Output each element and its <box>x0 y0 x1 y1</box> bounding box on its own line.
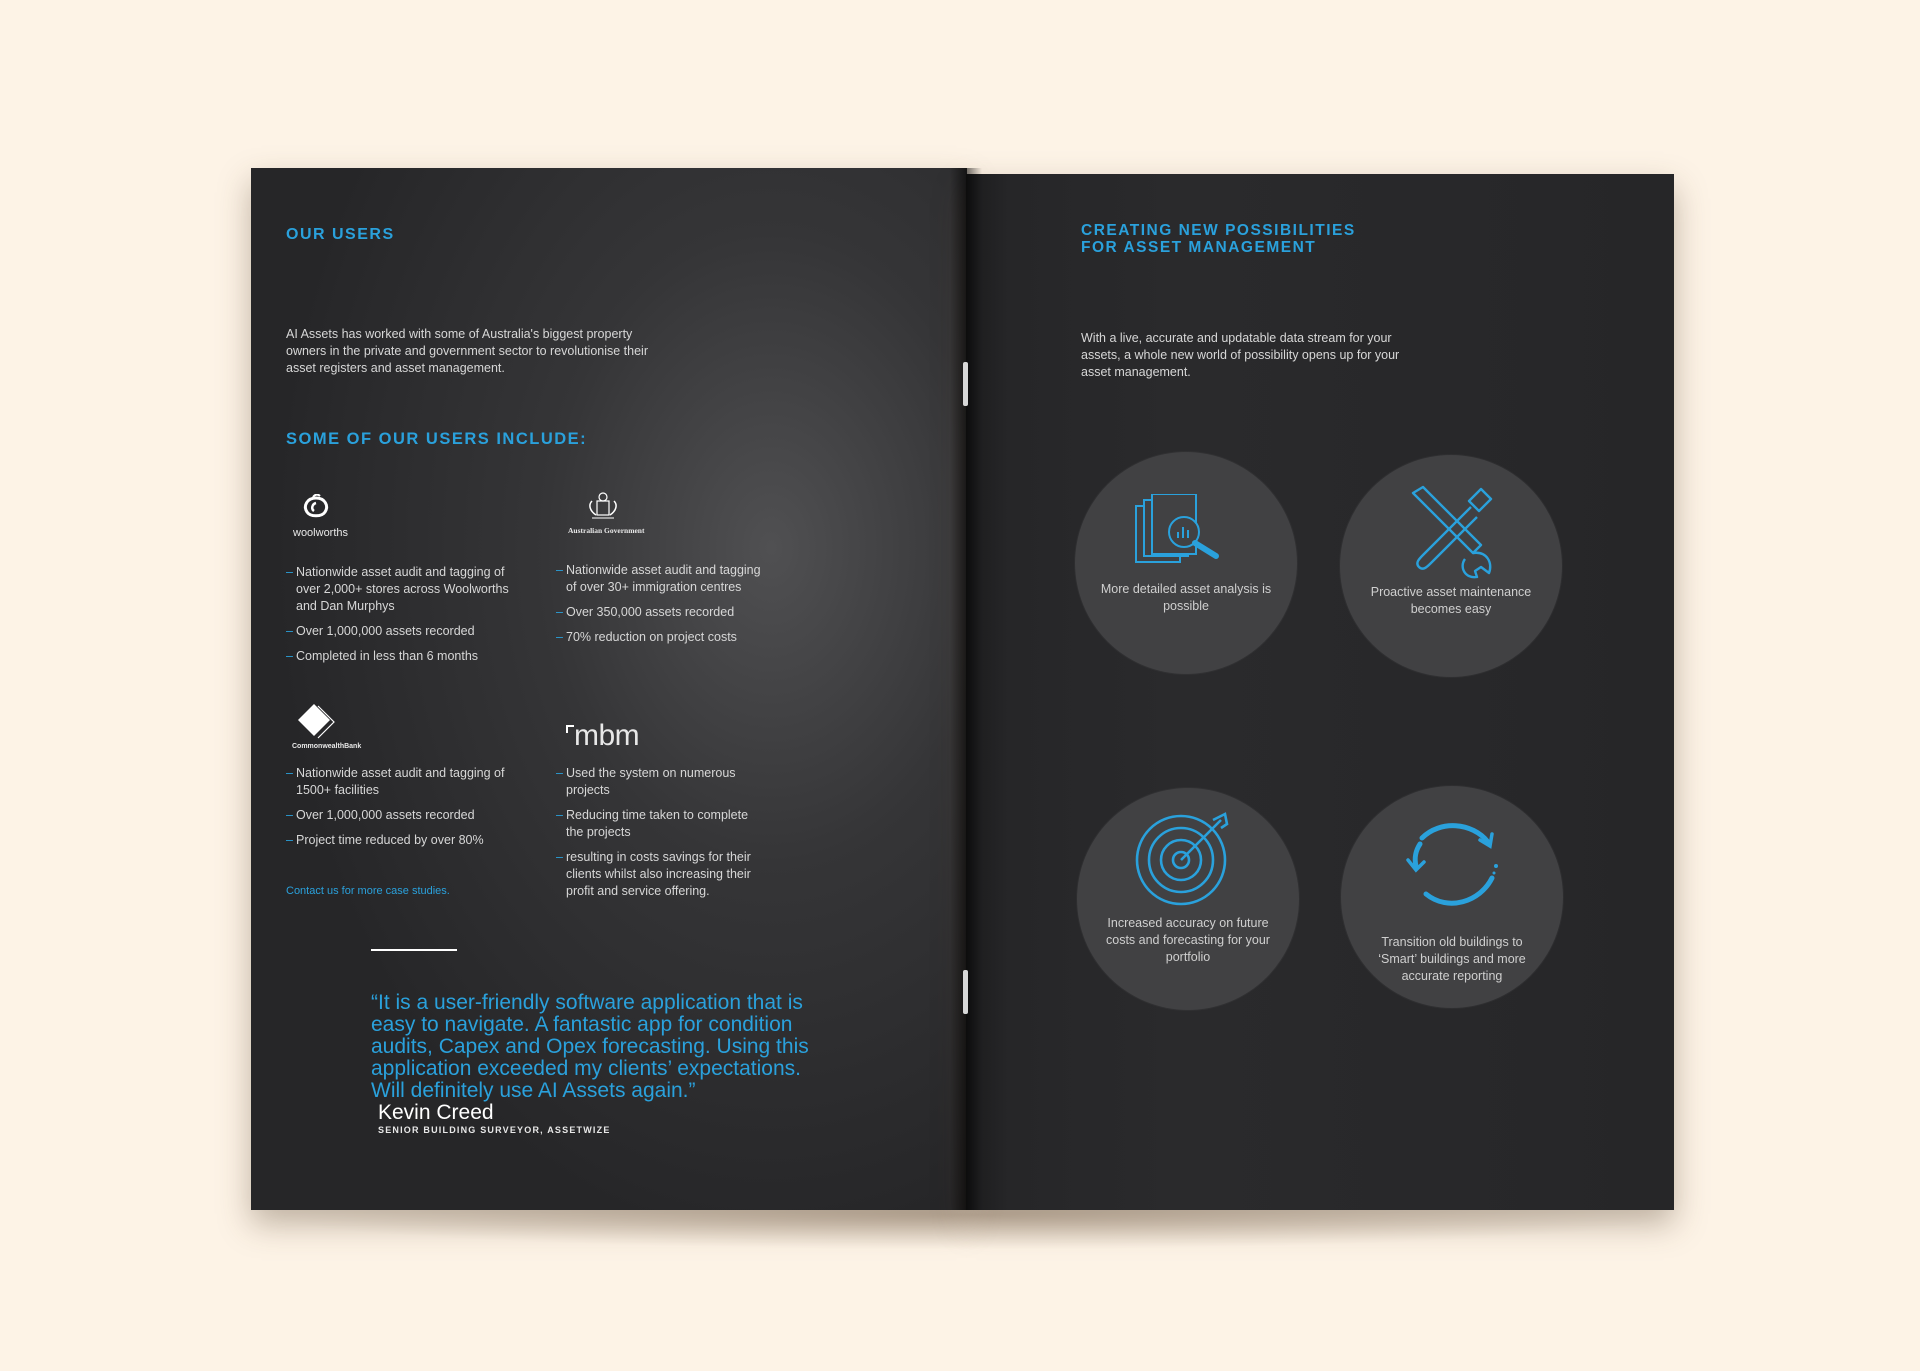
woolworths-logo <box>293 494 348 539</box>
mbm-mark-icon <box>566 725 574 733</box>
list-item: – Completed in less than 6 months <box>286 648 511 665</box>
cycle-arrows-icon <box>1392 816 1512 916</box>
right-title-line2: FOR ASSET MANAGEMENT <box>1081 239 1317 256</box>
divider <box>371 949 457 951</box>
feature-maintenance-label: Proactive asset maintenance becomes easy <box>1370 585 1532 616</box>
commonwealth-bank-logo-text: CommonwealthBank <box>292 743 362 750</box>
mbm-logo-text: mbm <box>574 719 640 752</box>
testimonial-quote: “It is a user-friendly software application that is easy to navigate. A fantastic app for condition audits, Capex and Opex forecasting. Using this application exceeded my clients’ expectations. Will definitely use AI Assets again.” <box>371 991 809 1102</box>
right-title <box>1081 222 1356 256</box>
left-intro: AI Assets has worked with some of Australia's biggest property owners in the private and government sector to revolutionise their asset registers and asset management. <box>286 327 648 375</box>
commonwealth-bank-bullets <box>286 765 511 857</box>
commbank-diamond-icon <box>292 702 336 740</box>
list-item: – Used the system on numerous projects <box>556 765 766 799</box>
staple-top <box>963 362 968 406</box>
users-heading: SOME OF OUR USERS INCLUDE: <box>286 430 588 448</box>
staple-bottom <box>963 970 968 1014</box>
testimonial-name: Kevin Creed <box>378 1101 494 1124</box>
list-item: – 70% reduction on project costs <box>556 629 766 646</box>
right-title-line1: CREATING NEW POSSIBILITIES <box>1081 222 1356 239</box>
list-item: – Project time reduced by over 80% <box>286 832 511 849</box>
document-analysis-icon <box>1126 494 1246 574</box>
right-page <box>966 174 1674 1210</box>
feature-forecasting <box>1077 788 1299 1010</box>
spine-gutter <box>950 168 982 1210</box>
list-item: – Nationwide asset audit and tagging of over 2,000+ stores across Woolworths and Dan Murphys <box>286 564 511 615</box>
list-item: – Nationwide asset audit and tagging of over 30+ immigration centres <box>556 562 766 596</box>
right-intro: With a live, accurate and updatable data stream for your assets, a whole new world of possibility opens up for your asset management. <box>1081 331 1400 379</box>
testimonial-role: SENIOR BUILDING SURVEYOR, ASSETWIZE <box>378 1125 611 1135</box>
coat-of-arms-icon <box>568 491 638 521</box>
mbm-bullets <box>556 765 766 908</box>
section-title-our-users: OUR USERS <box>286 226 395 243</box>
list-item: – resulting in costs savings for their clients whilst also increasing their profit and service offering. <box>556 849 766 900</box>
list-item: – Over 350,000 assets recorded <box>556 604 766 621</box>
woolworths-bullets <box>286 564 511 673</box>
woolworths-logo-icon <box>293 494 339 524</box>
list-item: – Over 1,000,000 assets recorded <box>286 807 511 824</box>
commonwealth-bank-logo <box>292 702 361 750</box>
australian-government-bullets <box>556 562 766 654</box>
feature-analysis-label: More detailed asset analysis is possible <box>1100 582 1272 613</box>
feature-smart-buildings-label: Transition old buildings to ‘Smart’ buildings and more accurate reporting <box>1378 935 1526 983</box>
left-page <box>251 168 967 1210</box>
woolworths-logo-text: woolworths <box>293 527 349 539</box>
list-item: – Over 1,000,000 assets recorded <box>286 623 511 640</box>
feature-smart-buildings <box>1341 786 1563 1008</box>
list-item: – Reducing time taken to complete the projects <box>556 807 766 841</box>
tools-icon <box>1401 481 1501 581</box>
target-icon <box>1133 808 1243 908</box>
contact-note[interactable]: Contact us for more case studies. <box>286 885 450 897</box>
list-item: – Nationwide asset audit and tagging of 1500+ facilities <box>286 765 511 799</box>
australian-government-logo <box>568 491 644 535</box>
australian-government-logo-text: Australian Government <box>568 526 645 535</box>
feature-analysis <box>1075 452 1297 674</box>
feature-forecasting-label: Increased accuracy on future costs and forecasting for your portfolio <box>1106 916 1270 964</box>
feature-maintenance <box>1340 455 1562 677</box>
mbm-logo <box>566 719 639 753</box>
